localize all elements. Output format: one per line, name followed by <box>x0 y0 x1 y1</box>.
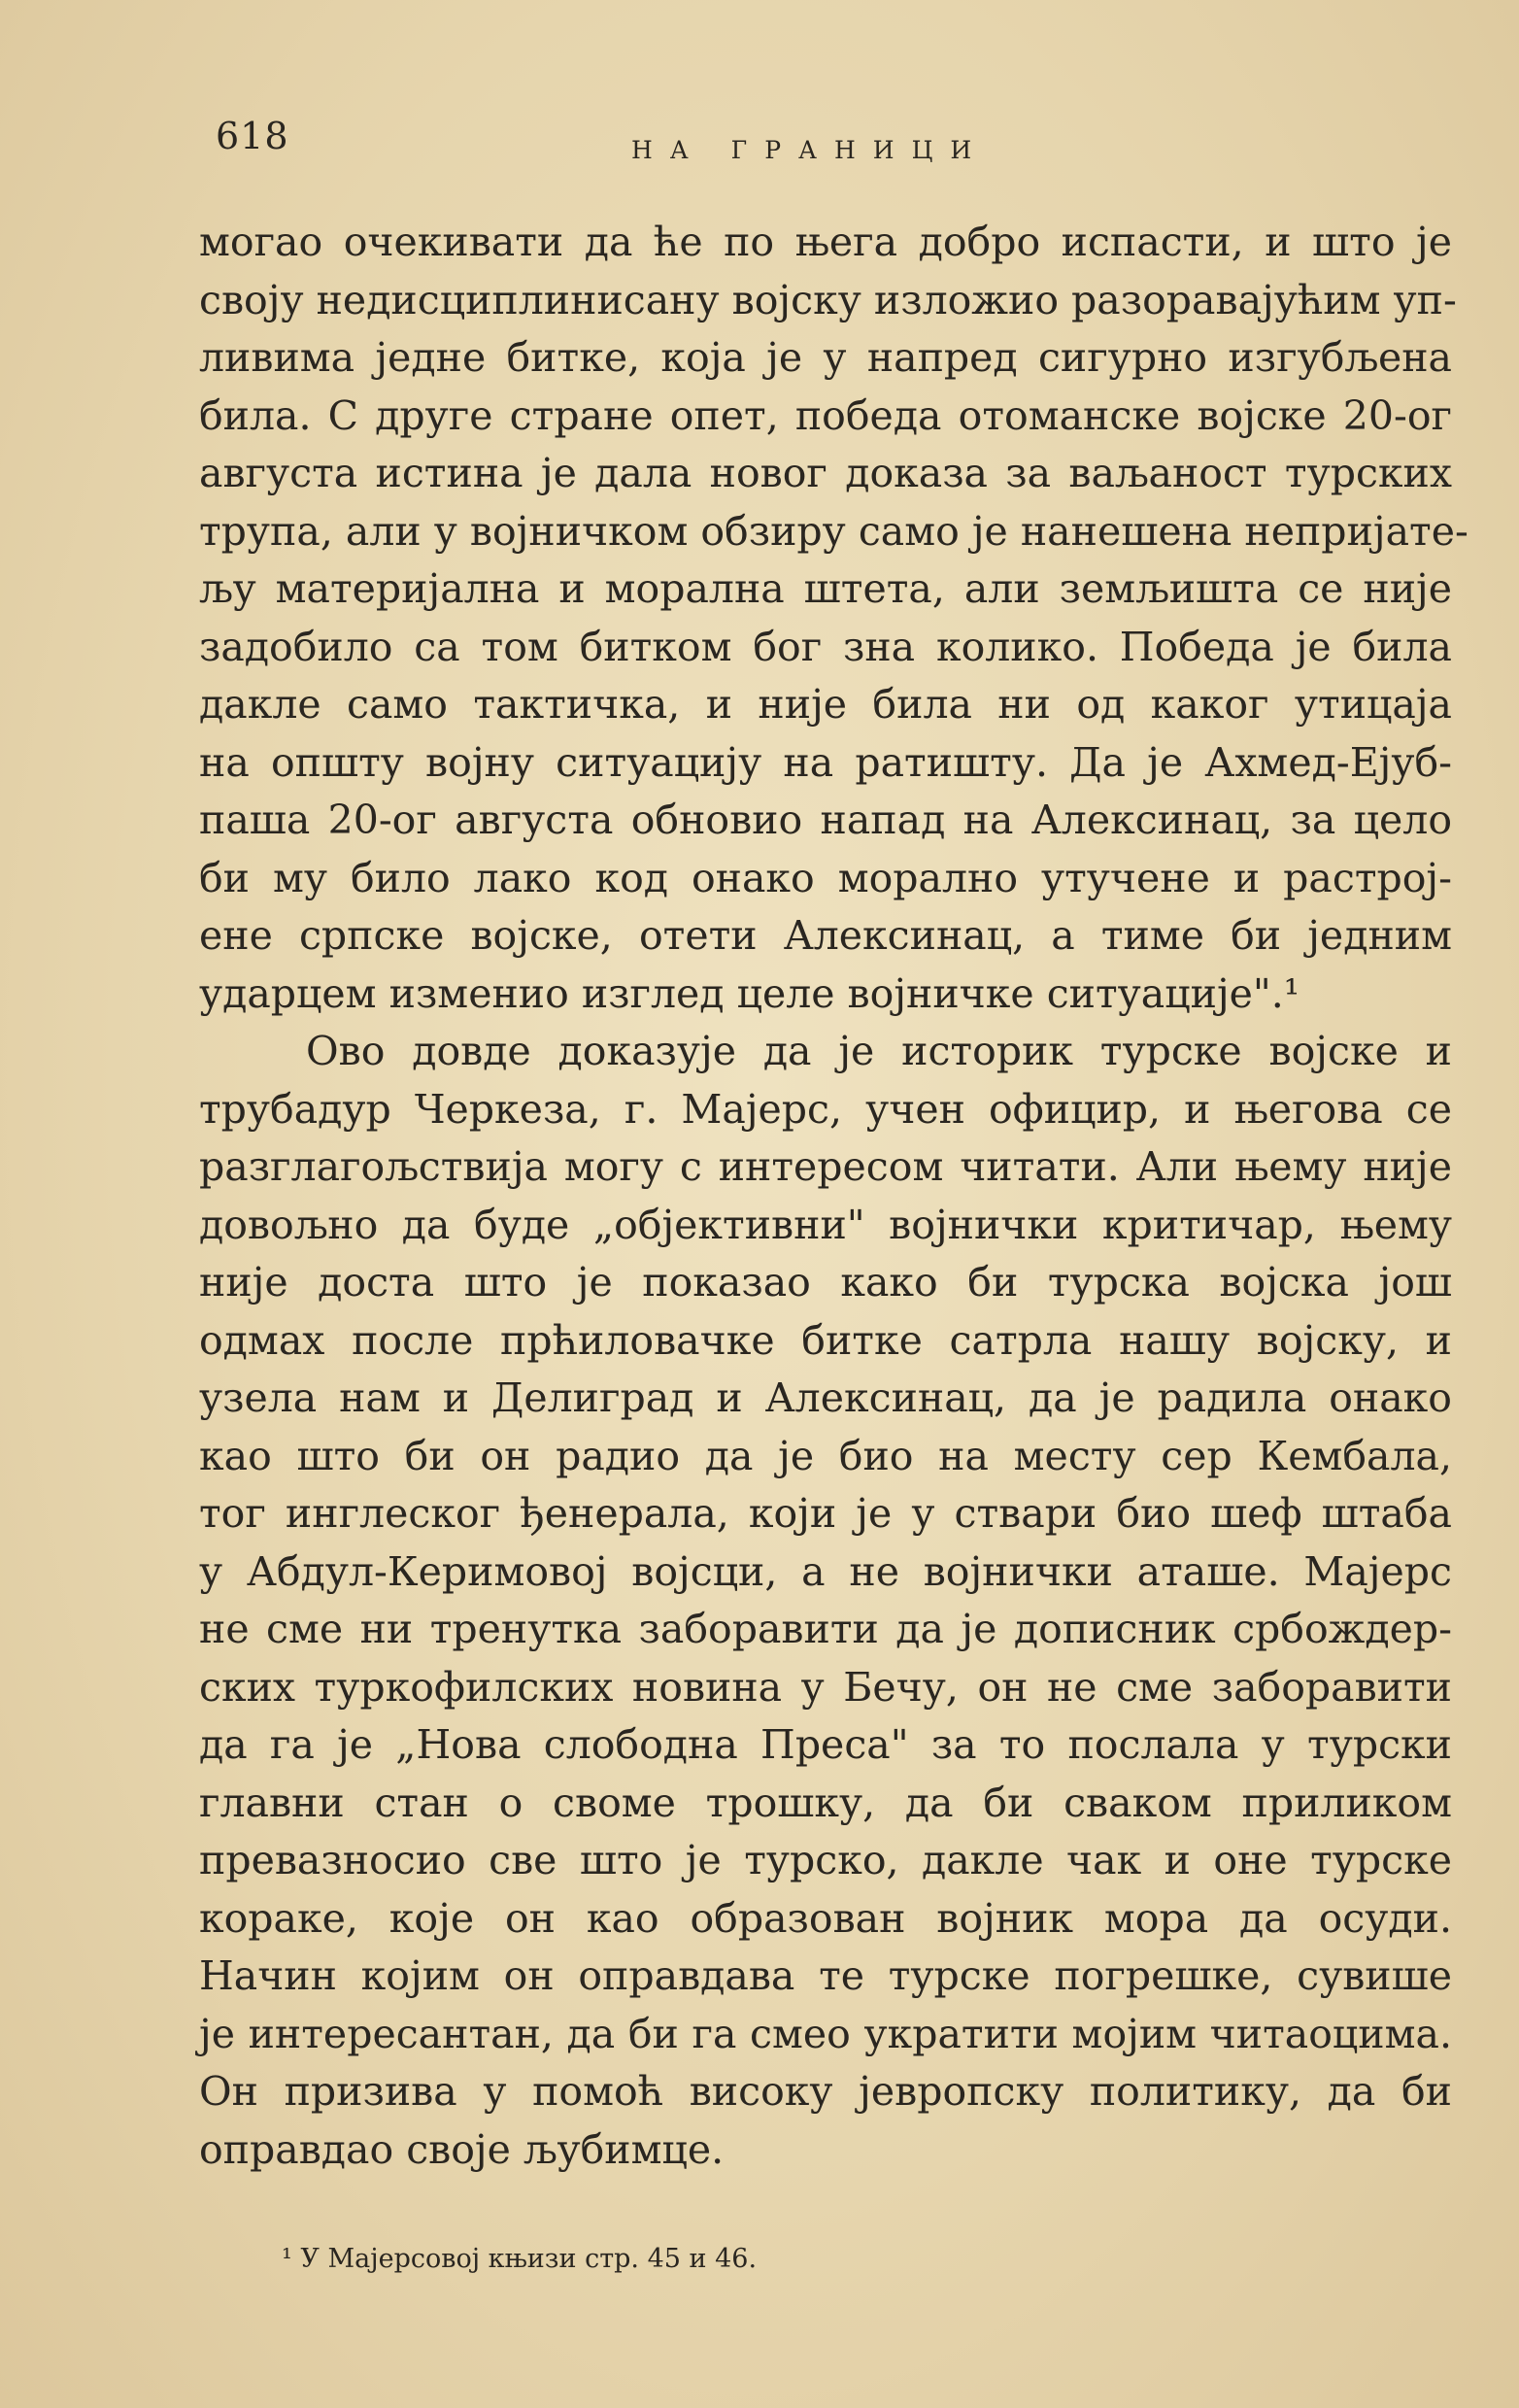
text-line: је интересантан, да би га смео укратити мојим читаоцима. <box>199 2010 1452 2057</box>
text-line: да га је „Нова слободна Преса" за то послала у турски <box>199 1721 1452 1768</box>
text-line: разглагољствија могу с интересом читати. Али њему није <box>199 1143 1452 1190</box>
text-line: љу материјална и морална штета, али земљишта се није <box>199 565 1452 612</box>
text-line: у Абдул-Керимовој војсци, а не војнички аташе. Мајерс <box>199 1547 1452 1595</box>
text-line: ударцем изменио изглед целе војничке ситуације".¹ <box>199 969 1300 1017</box>
text-line: трупа, али у војничком обзиру само је нанешена непријате- <box>199 507 1468 555</box>
text-line: узела нам и Делиград и Алексинац, да је радила онако <box>199 1374 1452 1421</box>
text-line: Ово довде доказује да је историк турске војске и <box>306 1028 1452 1074</box>
text-line: ливима једне битке, која је у напред сигурно изгубљена <box>199 334 1452 381</box>
running-title: НА ГРАНИЦИ <box>631 136 990 164</box>
text-line: би му било лако код онако морално утучене и растрој- <box>199 854 1452 901</box>
text-line: Он призива у помоћ високу јевропску политику, да би <box>199 2068 1452 2115</box>
text-line: одмах после прћиловачке битке сатрла нашу војску, и <box>199 1316 1452 1364</box>
footnote: ¹ У Мајерсовој књизи стр. 45 и 46. <box>282 2244 758 2274</box>
text-line: ских туркофилских новина у Бечу, он не сме заборавити <box>199 1663 1452 1711</box>
text-line: Начин којим он оправдава те турске погрешке, сувише <box>199 1952 1452 1999</box>
text-line: своју недисциплинисану војску изложио разоравајућим уп- <box>199 276 1457 323</box>
text-line: не сме ни тренутка заборавити да је дописник србождер- <box>199 1606 1452 1652</box>
text-line: била. С друге стране опет, победа отоманске војске 20-ог <box>199 391 1452 439</box>
text-line: задобило са том битком бог зна колико. Победа је била <box>199 623 1452 670</box>
text-line: паша 20-ог августа обновио напад на Алексинац, за цело <box>199 797 1452 843</box>
text-line: августа истина је дала новог доказа за ваљаност турских <box>199 450 1452 496</box>
text-line: оправдао своје љубимце. <box>199 2125 725 2173</box>
text-line: тог инглеског ђенерала, који је у ствари био шеф штаба <box>199 1490 1452 1537</box>
text-line: превазносио све што је турско, дакле чак и оне турске <box>199 1837 1452 1883</box>
page-number: 618 <box>216 115 289 157</box>
text-line: ене српске војске, отети Алексинац, а тиме би једним <box>199 912 1452 959</box>
text-line: кораке, које он као образован војник мора да осуди. <box>199 1894 1452 1942</box>
text-line: довољно да буде „објективни" војнички критичар, њему <box>199 1201 1452 1248</box>
text-line: дакле само тактичка, и није била ни од каког утицаја <box>199 681 1452 728</box>
text-line: главни стан о своме трошку, да би сваком приликом <box>199 1779 1452 1826</box>
body-text <box>199 214 1468 2179</box>
text-line: могао очекивати да ће по њега добро испасти, и што је <box>199 219 1452 265</box>
text-line: трубадур Черкеза, г. Мајерс, учен официр, и његова се <box>199 1085 1452 1133</box>
text-line: као што би он радио да је био на месту сер Кембала, <box>199 1432 1452 1479</box>
text-line: није доста што је показао како би турска војска још <box>199 1259 1452 1306</box>
text-line: на општу војну ситуацију на ратишту. Да је Ахмед-Ејуб- <box>199 738 1452 786</box>
